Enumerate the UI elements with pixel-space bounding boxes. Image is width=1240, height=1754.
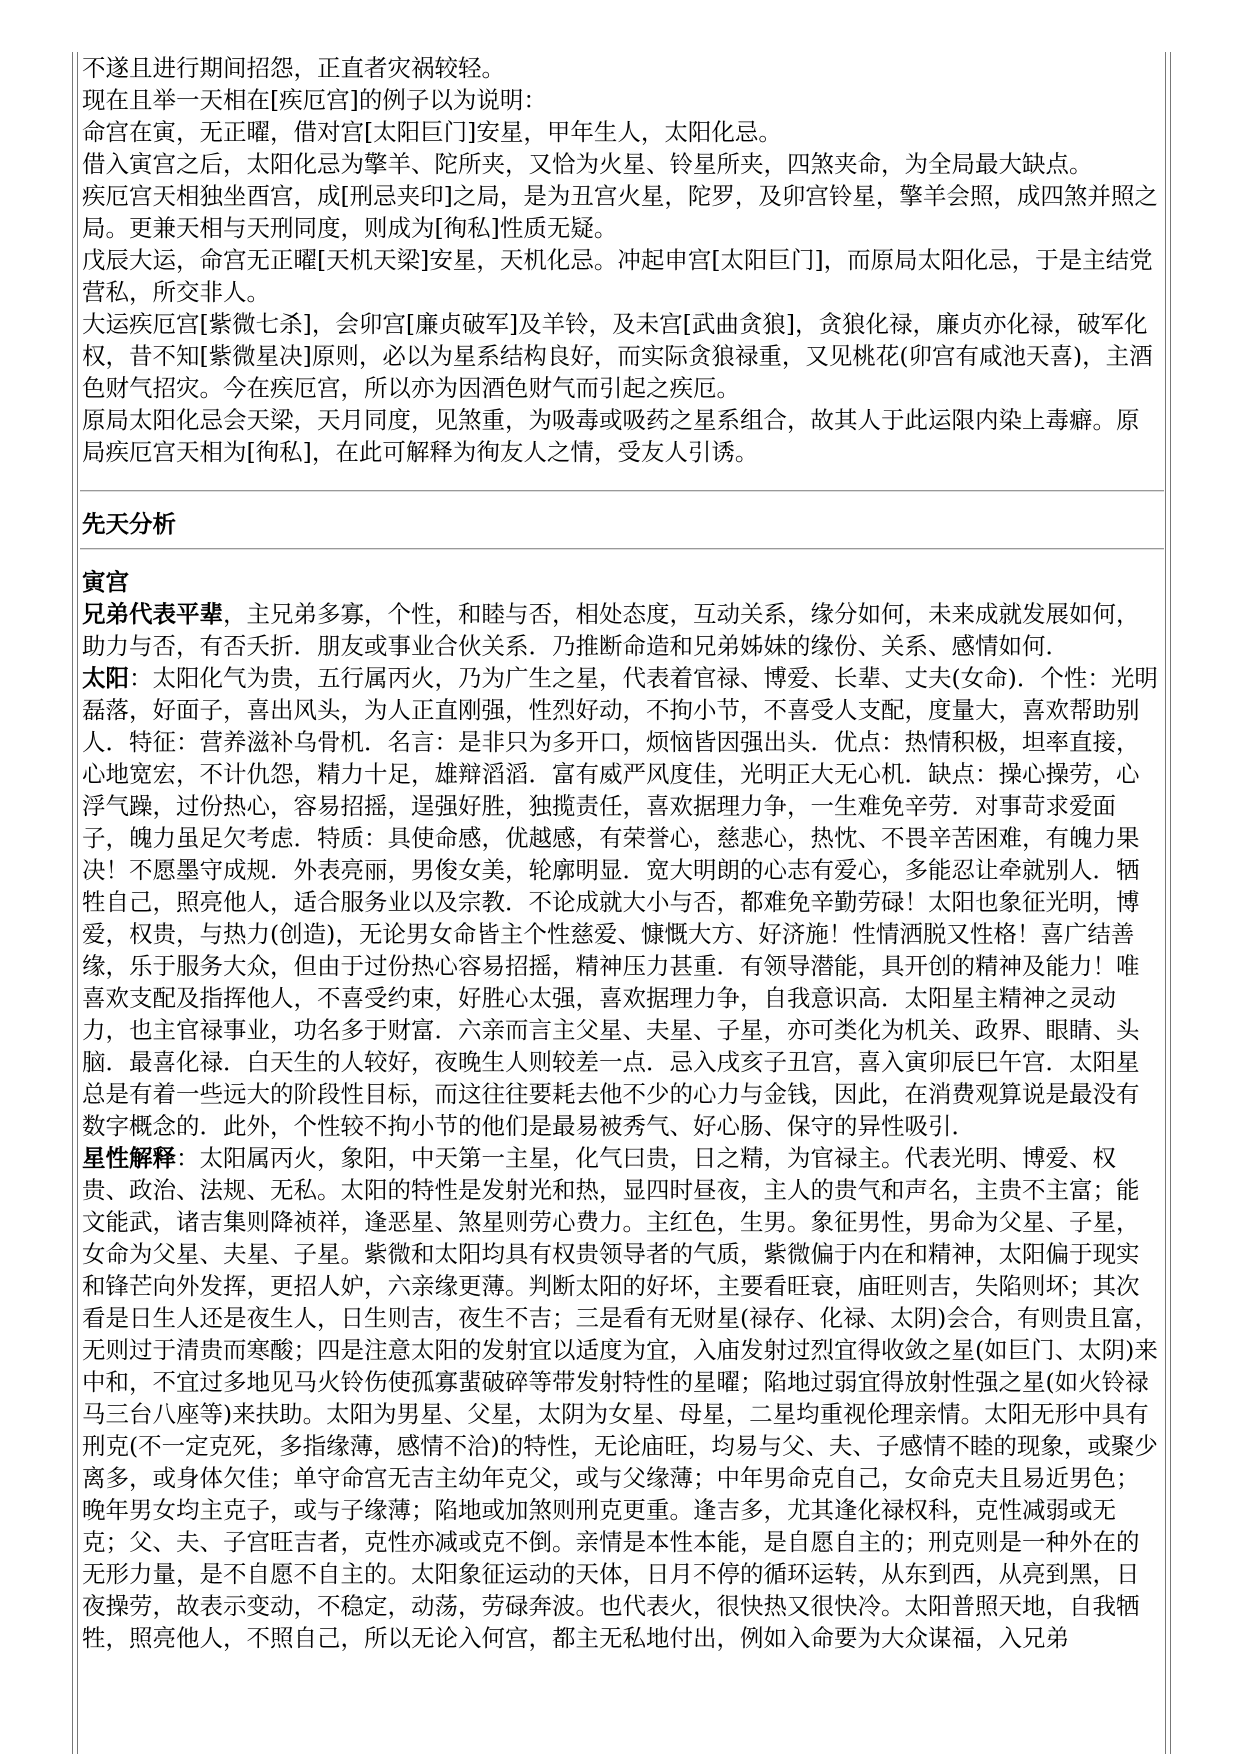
star-nature-paragraph [82,1142,1162,1654]
paragraph: 疾厄宫天相独坐酉宫，成[刑忌夹印]之局，是为丑宫火星，陀罗，及卯宫铃星，擎羊会照，成四煞并照之局。更兼天相与天刑同度，则成为[徇私]性质无疑。 [82,182,1158,242]
paragraph: 借入寅宫之后，太阳化忌为擎羊、陀所夹，又恰为火星、铃星所夹，四煞夹命，为全局最大缺点。 [82,150,1093,178]
taiyang-text: ：太阳化气为贵，五行属丙火，乃为广生之星，代表着官禄、博爱、长辈、丈夫(女命)．个性：光明磊落，好面子，喜出风头，为人正直刚强，性烈好动，不拘小节，不喜受人支配，度量大，喜欢帮助别人．特征：营养滋补乌骨机．名言：是非只为多开口，烦恼皆因强出头．优点：热情积极，坦率直接，心地宽宏，不计仇怨，精力十足，雄辩滔滔．富有威严风度佳，光明正大无心机．缺点：操心操劳，心浮气躁，过份热心，容易招摇，逞强好胜，独揽责任，喜欢据理力争，一生难免辛劳．对事苛求爱面子，魄力虽足欠考虑．特质：具使命感，优越感，有荣誉心，慈悲心，热忱、不畏辛苦困难，有魄力果决！不愿墨守成规．外表亮丽，男俊女美，轮廓明显．宽大明朗的心志有爱心，多能忍让牵就别人．牺牲自己，照亮他人，适合服务业以及宗教．不论成就大小与否，都难免辛勤劳碌！太阳也象征光明，博爱，权贵，与热力(创造)，无论男女命皆主个性慈爱、慷慨大方、好济施！性情洒脱又性格！喜广结善缘，乐于服务大众，但由于过份热心容易招摇，精神压力甚重．有领导潜能，具开创的精神及能力！唯喜欢支配及指挥他人，不喜受约束，好胜心太强，喜欢据理力争，自我意识高．太阳星主精神之灵动力，也主官禄事业，功名多于财富．六亲而言主父星、夫星、子星，亦可类化为机关、政界、眼睛、头脑．最喜化禄．白天生的人较好，夜晚生人则较差一点．忌入戌亥子丑宫，喜入寅卯辰巳午宫．太阳星总是有着一些远大的阶段性目标，而这往往要耗去他不少的心力与金钱，因此，在消费观算说是最没有数字概念的．此外，个性较不拘小节的他们是最易被秀气、好心肠、保守的异性吸引． [82,664,1158,1140]
paragraph: 大运疾厄宫[紫微七杀]，会卯宫[廉贞破军]及羊铃，及未宫[武曲贪狼]，贪狼化禄，廉贞亦化禄，破军化权，昔不知[紫微星决]原则，必以为星系结构良好，而实际贪狼禄重，又见桃花(卯宫有咸池天喜)，主酒色财气招灾。今在疾厄宫，所以亦为因酒色财气而引起之疾厄。 [82,310,1153,402]
paragraph: 不遂且进行期间招怨，正直者灾祸较轻。 [82,54,505,82]
taiyang-label: 太阳 [82,664,129,692]
section-divider [80,548,1164,550]
star-nature-text: ：太阳属丙火，象阳，中天第一主星，化气曰贵，日之精，为官禄主。代表光明、博爱、权贵、政治、法规、无私。太阳的特性是发射光和热，显四时昼夜，主人的贵气和声名，主贵不主富；能文能武，诸吉集则降祯祥，逢恶星、煞星则劳心费力。主红色，生男。象征男性，男命为父星、子星，女命为父星、夫星、子星。紫微和太阳均具有权贵领导者的气质，紫微偏于内在和精神，太阳偏于现实和锋芒向外发挥，更招人妒，六亲缘更薄。判断太阳的好坏，主要看旺衰，庙旺则吉，失陷则坏；其次看是日生人还是夜生人，日生则吉，夜生不吉；三是看有无财星(禄存、化禄、太阴)会合，有则贵且富，无则过于清贵而寒酸；四是注意太阳的发射宜以适度为宜，入庙发射过烈宜得收敛之星(如巨门、太阴)来中和，不宜过多地见马火铃伤使孤寡蜚破碎等带发射特性的星曜；陷地过弱宜得放射性强之星(如火铃禄马三台八座等)来扶助。太阳为男星、父星，太阴为女星、母星，二星均重视伦理亲情。太阳无形中具有刑克(不一定克死，多指缘薄，感情不洽)的特性，无论庙旺，均易与父、夫、子感情不睦的现象，或聚少离多，或身体欠佳；单守命宫无吉主幼年克父，或与父缘薄；中年男命克自己，女命克夫且易近男色；晚年男女均主克子，或与子缘薄；陷地或加煞则刑克更重。逢吉多，尤其逢化禄权科，克性减弱或无克；父、夫、子宫旺吉者，克性亦减或克不倒。亲情是本性本能，是自愿自主的；刑克则是一种外在的无形力量，是不自愿不自主的。太阳象征运动的天体，日月不停的循环运转，从东到西，从亮到黑，日夜操劳，故表示变动，不稳定，动荡，劳碌奔波。也代表火，很快热又很快冷。太阳普照天地，自我牺牲，照亮他人，不照自己，所以无论入何宫，都主无私地付出，例如入命要为大众谋福，入兄弟 [82,1144,1158,1652]
palace-title: 寅宫 [82,568,129,596]
section-header [82,508,1162,548]
paragraph: 命宫在寅，无正曜，借对宫[太阳巨门]安星，甲年生人，太阳化忌。 [82,118,782,146]
case-study-section [82,52,1162,541]
taiyang-paragraph [82,662,1162,1142]
palace-analysis-section [82,566,1162,1754]
siblings-paragraph [82,598,1162,662]
paragraph: 戊辰大运，命宫无正曜[天机天梁]安星，天机化忌。冲起申宫[太阳巨门]，而原局太阳化忌，于是主结党营私，所交非人。 [82,246,1153,306]
siblings-label: 兄弟代表平辈 [82,600,223,628]
paragraph: 原局太阳化忌会天梁，天月同度，见煞重，为吸毒或吸药之星系组合，故其人于此运限内染上毒癖。原局疾厄宫天相为[徇私]，在此可解释为徇友人之情，受友人引诱。 [82,406,1140,466]
table-border-right [1165,52,1171,1754]
table-border-left [72,52,78,1754]
section-divider [80,490,1164,492]
siblings-text: ，主兄弟多寡，个性，和睦与否，相处态度，互动关系，缘分如何，未来成就发展如何，助力与否，有否夭折．朋友或事业合伙关系．乃推断命造和兄弟姊妹的缘份、关系、感情如何． [82,600,1140,660]
section-title: 先天分析 [82,510,176,538]
paragraph: 现在且举一天相在[疾厄宫]的例子以为说明： [82,86,547,114]
star-nature-label: 星性解释 [82,1144,176,1172]
